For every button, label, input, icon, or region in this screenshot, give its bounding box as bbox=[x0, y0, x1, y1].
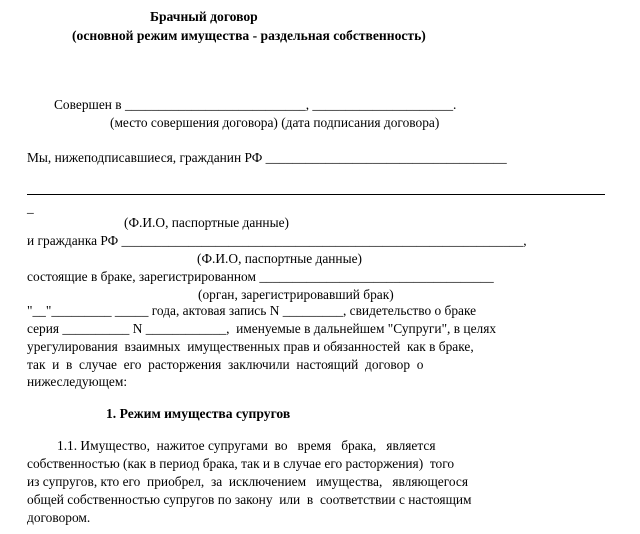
married-registered-line: состоящие в браке, зарегистрированном ___________________________________ bbox=[27, 269, 494, 284]
paragraph-line-1: урегулирования взаимных имущественных прав и обязанностей как в браке, bbox=[27, 339, 474, 354]
series-line: серия __________ N ____________, именуемые в дальнейшем "Супруги", в целях bbox=[27, 321, 497, 336]
paragraph-line-3: нижеследующем: bbox=[27, 374, 128, 389]
section-1-heading: 1. Режим имущества супругов bbox=[106, 406, 291, 421]
clause-1-1-line-5: договором. bbox=[27, 510, 91, 525]
full-width-underline bbox=[27, 194, 605, 195]
date-record-line: "__"_________ _____ года, актовая запись N _________, свидетельство о браке bbox=[27, 303, 477, 318]
document-subtitle: (основной режим имущества - раздельная собственность) bbox=[72, 28, 426, 43]
and-citizen-line: и гражданка РФ ____________________________________________________________, bbox=[27, 233, 527, 248]
stray-dash: _ bbox=[27, 200, 34, 215]
we-undersigned-line: Мы, нижеподписавшиеся, гражданин РФ ____________________________________ bbox=[27, 150, 507, 165]
document-title: Брачный договор bbox=[150, 9, 258, 24]
made-in-line: Совершен в ___________________________, _____________________. bbox=[54, 97, 457, 112]
caption-fio-husband: (Ф.И.О, паспортные данные) bbox=[124, 215, 289, 230]
clause-1-1-line-4: общей собственностью супругов по закону или в соответствии с настоящим bbox=[27, 492, 472, 507]
caption-registering-organ: (орган, зарегистрировавший брак) bbox=[198, 287, 394, 302]
paragraph-line-2: так и в случае его расторжения заключили настоящий договор о bbox=[27, 357, 424, 372]
made-in-caption: (место совершения договора) (дата подписания договора) bbox=[110, 115, 440, 130]
clause-1-1-line-3: из супругов, кто его приобрел, за исключением имущества, являющегося bbox=[27, 474, 469, 489]
clause-1-1-line-2: собственностью (как в период брака, так и в случае его расторжения) того bbox=[27, 456, 455, 471]
caption-fio-wife: (Ф.И.О, паспортные данные) bbox=[197, 251, 362, 266]
clause-1-1-line-1: 1.1. Имущество, нажитое супругами во время брака, является bbox=[57, 438, 436, 453]
